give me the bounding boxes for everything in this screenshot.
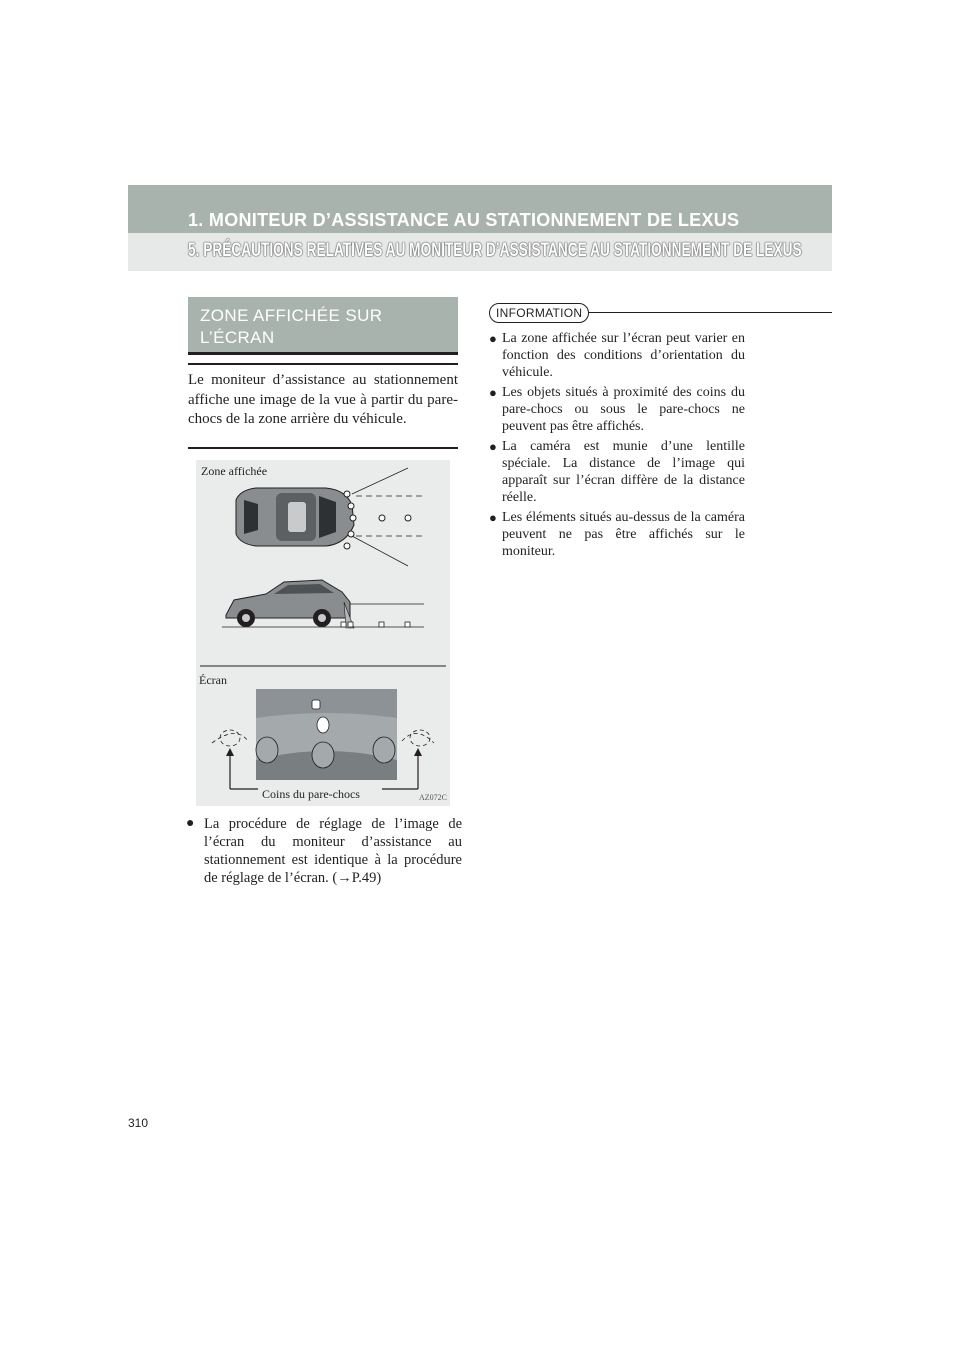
list-item: ● La caméra est munie d’une lentille spéciale. La distance de l’image qui apparaît sur l’écran diffère de la distance réelle.: [489, 439, 745, 505]
display-area-figure: [196, 460, 450, 806]
car-side-view: [226, 580, 350, 627]
zone-heading-box: [188, 297, 458, 355]
information-list: [489, 330, 745, 563]
car-top-view: [236, 488, 354, 546]
intro-text: Le moniteur d’assistance au stationnement affiche une image de la vue à partir du pare-chocs de la zone arrière du véhicule.: [188, 372, 458, 427]
figure-code: AZ072C: [419, 793, 447, 802]
top-view-diagram: [196, 460, 450, 806]
label-screen: Écran: [199, 673, 227, 687]
page-number: 310: [128, 1116, 149, 1130]
label-bumper-corners: Coins du pare-chocs: [262, 787, 360, 801]
label-displayed-zone: Zone affichée: [201, 464, 268, 478]
screen-adjustment-note: [186, 815, 462, 887]
note-text: La procédure de réglage de l’image de l’écran du moniteur d’assistance au stationnement est identique à la procédure de réglage de l’écran. (→P.49): [204, 816, 462, 886]
list-item: ● Les éléments situés au-dessus de la caméra peuvent ne pas être affichés sur le moniteur.: [489, 510, 745, 559]
list-item: ● La zone affichée sur l’écran peut varier en fonction des conditions d’orientation du véhicule.: [489, 331, 745, 380]
section-title: 5. PRÉCAUTIONS RELATIVES AU MONITEUR D’ASSISTANCE AU STATIONNEMENT DE LEXUS: [188, 240, 802, 261]
note-bullet-mark: ●: [186, 816, 195, 831]
chapter-title: 1. MONITEUR D’ASSISTANCE AU STATIONNEMENT DE LEXUS: [188, 210, 740, 230]
camera-screen: [256, 689, 397, 780]
intro-box: [188, 363, 458, 449]
information-badge: INFORMATION: [489, 303, 589, 323]
list-item: ● Les objets situés à proximité des coins du pare-chocs ou sous le pare-chocs ne peuvent pas être affichés.: [489, 385, 745, 434]
zone-heading: ZONE AFFICHÉE SUR L’ÉCRAN: [200, 306, 383, 347]
